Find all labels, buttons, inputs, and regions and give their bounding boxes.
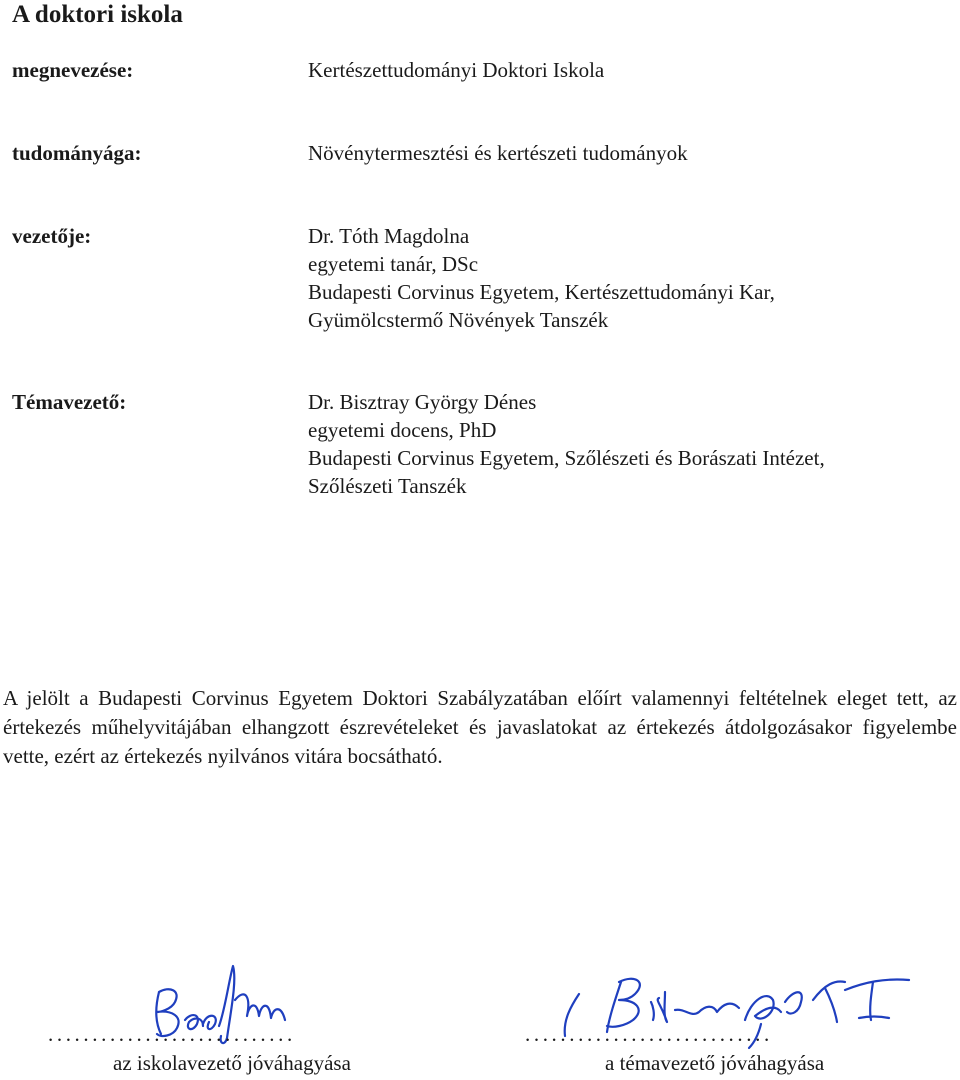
supervisor-institution: Budapesti Corvinus Egyetem, Szőlészeti és Borászati Intézet, — [308, 446, 825, 470]
signature-line-left: ............................ — [48, 1022, 296, 1046]
discipline-name: Növénytermesztési és kertészeti tudományok — [308, 141, 688, 165]
field-label-name: megnevezése: — [12, 58, 134, 82]
supervisor-title: egyetemi docens, PhD — [308, 418, 497, 442]
field-value-name — [308, 56, 948, 84]
signature-block-school-head — [40, 960, 460, 1080]
head-department: Gyümölcstermő Növények Tanszék — [308, 308, 609, 332]
head-name: Dr. Tóth Magdolna — [308, 224, 470, 248]
field-label-head: vezetője: — [12, 224, 92, 248]
approval-statement: A jelölt a Budapesti Corvinus Egyetem Doktori Szabályzatában előírt valamennyi feltételnek eleget tett, az értekezés műhelyvitájában elhangzott észrevételeket és javaslatokat az értekezés átdolgozásakor figyelembe vette, ezért az értekezés nyilvános vitára bocsátható. — [3, 686, 957, 768]
head-title: egyetemi tanár, DSc — [308, 252, 479, 276]
field-value-supervisor — [308, 388, 948, 500]
signature-caption-school-head: az iskolavezető jóváhagyása — [113, 1051, 351, 1075]
field-label-discipline: tudományága: — [12, 141, 142, 165]
signature-block-supervisor — [525, 960, 945, 1080]
supervisor-department: Szőlészeti Tanszék — [308, 474, 467, 498]
field-value-discipline — [308, 139, 948, 167]
page-heading: A doktori iskola — [12, 1, 183, 28]
signature-caption-supervisor: a témavezető jóváhagyása — [605, 1051, 825, 1075]
head-institution: Budapesti Corvinus Egyetem, Kertészettudományi Kar, — [308, 280, 775, 304]
school-name: Kertészettudományi Doktori Iskola — [308, 58, 605, 82]
signature-line-right: ............................ — [525, 1022, 773, 1046]
supervisor-name: Dr. Bisztray György Dénes — [308, 390, 537, 414]
field-value-head — [308, 222, 948, 334]
field-label-supervisor: Témavezető: — [12, 390, 127, 414]
